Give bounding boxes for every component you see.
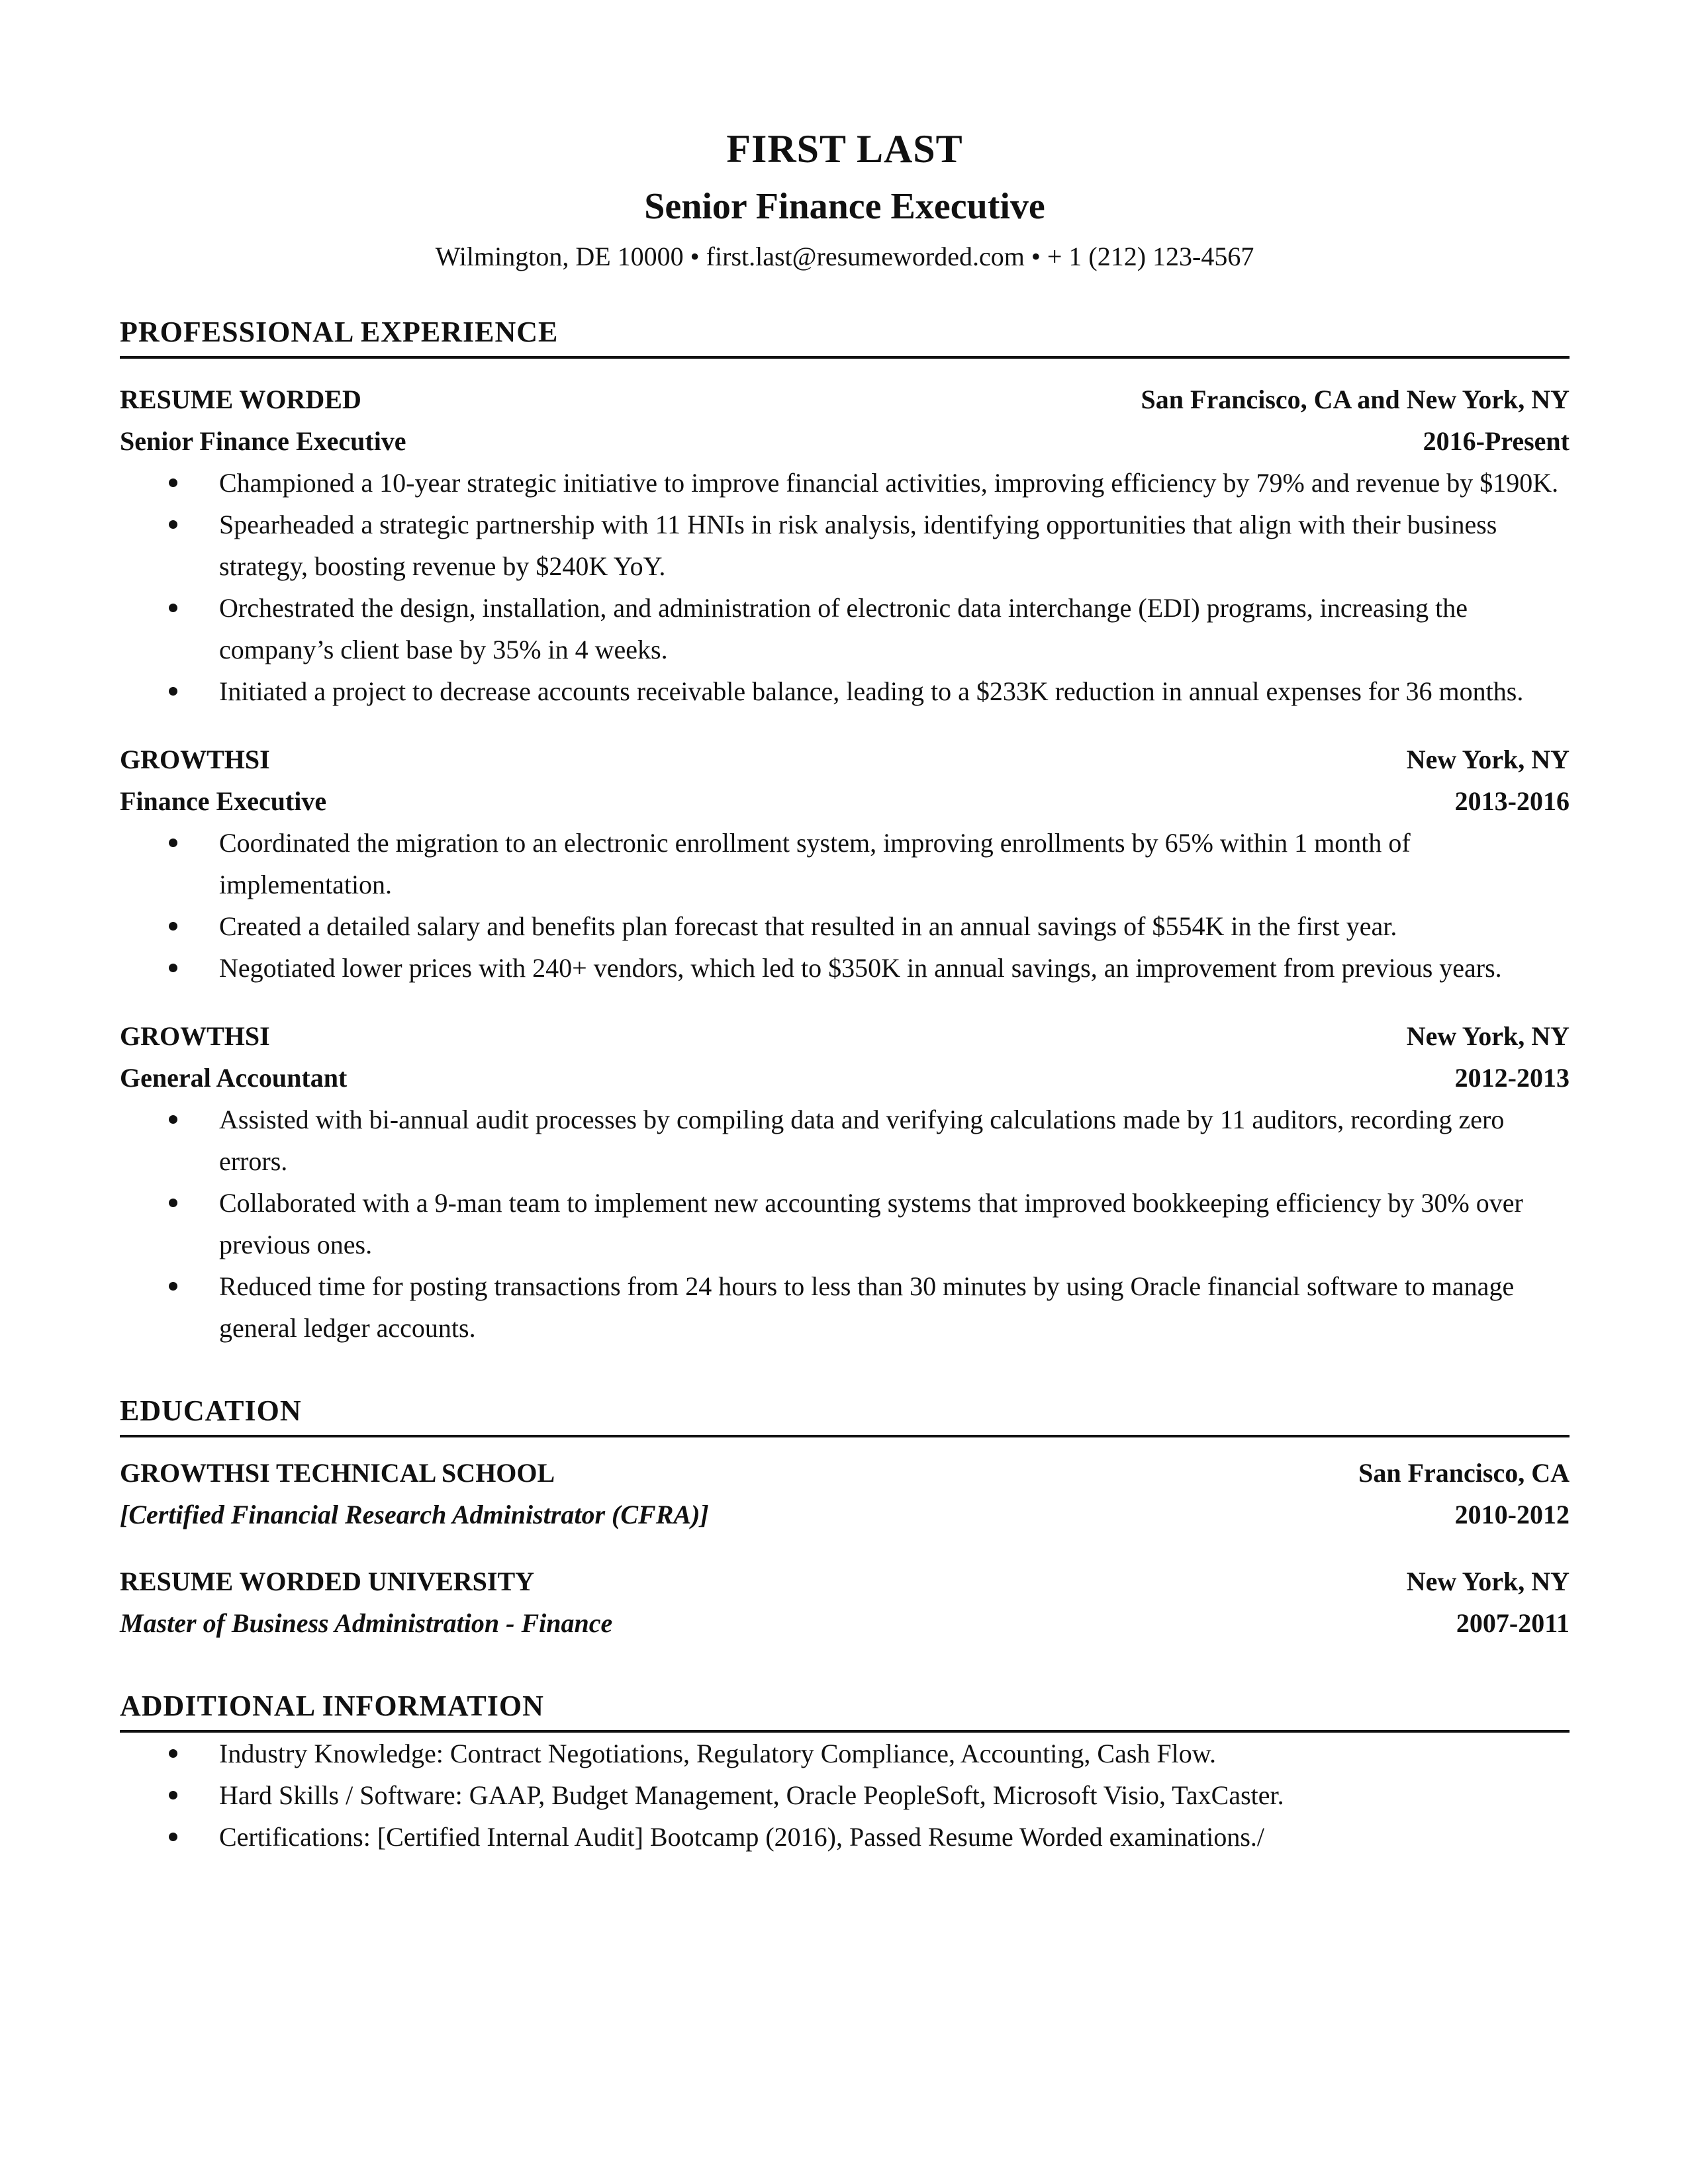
bullet-icon	[169, 1833, 177, 1841]
bullet-text: Orchestrated the design, installation, and administration of electronic data interchange (EDI) programs, increasing the company’s client base by 35% in 4 weeks.	[219, 593, 1468, 664]
resume-page	[120, 123, 1570, 1858]
degree-name: [Certified Financial Research Administrator (CFRA)]	[120, 1500, 709, 1529]
section-heading: EDUCATION	[120, 1391, 1570, 1437]
school-name: RESUME WORDED UNIVERSITY	[120, 1567, 535, 1596]
list-item	[120, 947, 1570, 989]
job-entry	[120, 739, 1570, 989]
bullet-icon	[169, 1282, 177, 1291]
bullet-text: Created a detailed salary and benefits plan forecast that resulted in an annual savings of $554K in the first year.	[219, 911, 1397, 941]
bullet-text: Negotiated lower prices with 240+ vendors, which led to $350K in annual savings, an improvement from previous years.	[219, 953, 1502, 983]
bullet-text: Spearheaded a strategic partnership with 11 HNIs in risk analysis, identifying opportunities that align with their business strategy, boosting revenue by $240K YoY.	[219, 510, 1497, 581]
list-item	[120, 905, 1570, 947]
list-item	[120, 504, 1570, 587]
bullet-text: Hard Skills / Software: GAAP, Budget Management, Oracle PeopleSoft, Microsoft Visio, TaxCaster.	[219, 1780, 1284, 1810]
list-item	[120, 1816, 1570, 1858]
bullet-icon	[169, 1791, 177, 1799]
list-item	[120, 1265, 1570, 1349]
section-heading: ADDITIONAL INFORMATION	[120, 1686, 1570, 1733]
bullet-icon	[169, 1115, 177, 1124]
bullet-text: Industry Knowledge: Contract Negotiations, Regulatory Compliance, Accounting, Cash Flow.	[219, 1739, 1217, 1768]
job-dates: 2012-2013	[1454, 1063, 1570, 1093]
job-role: General Accountant	[120, 1063, 348, 1093]
degree-name: Master of Business Administration - Finance	[120, 1608, 613, 1638]
bullet-text: Initiated a project to decrease accounts receivable balance, leading to a $233K reduction in annual expenses for 36 months.	[219, 676, 1524, 706]
job-location: New York, NY	[1406, 745, 1570, 774]
bullet-icon	[169, 964, 177, 972]
job-location: San Francisco, CA and New York, NY	[1141, 385, 1570, 414]
bullet-icon	[169, 1749, 177, 1758]
candidate-title: Senior Finance Executive	[644, 186, 1045, 227]
list-item	[120, 670, 1570, 712]
candidate-name: FIRST LAST	[726, 127, 963, 171]
job-role: Senior Finance Executive	[120, 426, 406, 456]
list-item	[120, 1733, 1570, 1774]
education-section	[120, 1391, 1570, 1644]
education-entry	[120, 1452, 1570, 1535]
bullet-text: Certifications: [Certified Internal Audit] Bootcamp (2016), Passed Resume Worded examinations./	[219, 1822, 1265, 1852]
school-location: San Francisco, CA	[1358, 1458, 1570, 1488]
bullet-text: Collaborated with a 9-man team to implement new accounting systems that improved bookkeeping efficiency by 30% over previous ones.	[219, 1188, 1523, 1259]
bullet-icon	[169, 839, 177, 847]
bullet-icon	[169, 478, 177, 487]
school-name: GROWTHSI TECHNICAL SCHOOL	[120, 1458, 555, 1488]
school-location: New York, NY	[1406, 1567, 1570, 1596]
additional-info-section	[120, 1686, 1570, 1858]
bullet-icon	[169, 687, 177, 696]
list-item	[120, 822, 1570, 905]
company-name: GROWTHSI	[120, 745, 270, 774]
company-name: RESUME WORDED	[120, 385, 361, 414]
job-dates: 2013-2016	[1454, 786, 1570, 816]
list-item	[120, 1774, 1570, 1816]
education-entry	[120, 1561, 1570, 1644]
bullet-text: Assisted with bi-annual audit processes by compiling data and verifying calculations made by 11 auditors, recording zero errors.	[219, 1105, 1505, 1176]
bullet-text: Coordinated the migration to an electronic enrollment system, improving enrollments by 65% within 1 month of implementation.	[219, 828, 1411, 899]
school-dates: 2010-2012	[1454, 1500, 1570, 1529]
contact-line: Wilmington, DE 10000 • first.last@resumeworded.com • + 1 (212) 123-4567	[435, 242, 1254, 271]
job-role: Finance Executive	[120, 786, 327, 816]
list-item	[120, 1182, 1570, 1265]
company-name: GROWTHSI	[120, 1021, 270, 1051]
bullet-icon	[169, 604, 177, 612]
list-item	[120, 587, 1570, 670]
job-entry	[120, 1015, 1570, 1349]
list-item	[120, 462, 1570, 504]
experience-section	[120, 312, 1570, 1349]
bullet-icon	[169, 520, 177, 529]
bullet-text: Reduced time for posting transactions from 24 hours to less than 30 minutes by using Oracle financial software to manage general ledger accounts.	[219, 1271, 1515, 1343]
bullet-text: Championed a 10-year strategic initiative to improve financial activities, improving efficiency by 79% and revenue by $190K.	[219, 468, 1559, 498]
section-heading: PROFESSIONAL EXPERIENCE	[120, 312, 1570, 359]
resume-header	[120, 123, 1570, 275]
bullet-icon	[169, 1199, 177, 1207]
list-item	[120, 1099, 1570, 1182]
job-entry	[120, 379, 1570, 712]
bullet-icon	[169, 922, 177, 931]
job-location: New York, NY	[1406, 1021, 1570, 1051]
job-dates: 2016-Present	[1423, 426, 1570, 456]
school-dates: 2007-2011	[1456, 1608, 1570, 1638]
